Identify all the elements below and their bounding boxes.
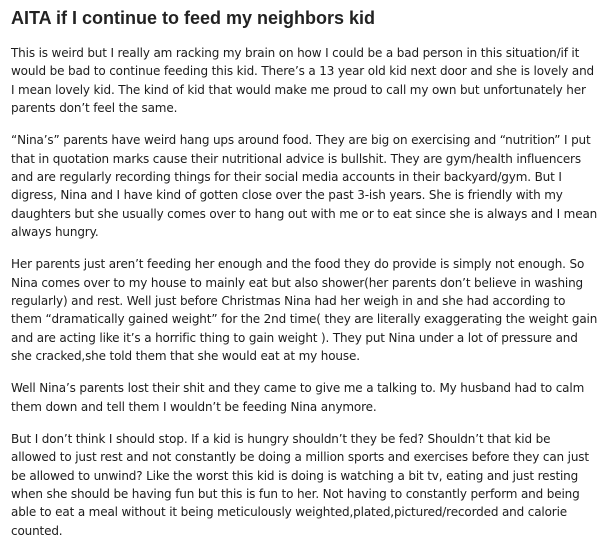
post-paragraph-3: Her parents just aren’t feeding her enough and the food they do provide is simply not enough. So Nina comes over to my house to mainly eat but also shower(her parents don’t believe in washing regularly) and rest. Well just before Christmas Nina had her weigh in and she had according to them “dramatically gained weight” for the 2nd time( they are literally exaggerating the weight gain and are acting like it’s a horrific thing to gain weight ). They put Nina under a lot of pressure and she cracked,she told them that she would eat at my house. (11, 257, 598, 364)
post-paragraph-4: Well Nina’s parents lost their shit and they came to give me a talking to. My husband had to calm them down and tell them I wouldn’t be feeding Nina anymore. (11, 381, 585, 414)
post-title[interactable]: AITA if I continue to feed my neighbors kid (11, 8, 376, 28)
post (11, 0, 599, 540)
post-paragraph-1: This is weird but I really am racking my brain on how I could be a bad person in this situation/if it would be bad to continue feeding this kid. There’s a 13 year old kid next door and she is lovely and I mean lovely kid. The kind of kid that would make me proud to call my own but unfortunately her parents don’t feel the same. (11, 46, 595, 116)
post-paragraph-5: But I don’t think I should stop. If a kid is hungry shouldn’t they be fed? Shouldn’t that kid be allowed to just rest and not constantly be doing a million sports and exercises before they can just be allowed to unwind? Like the worst this kid is doing is watching a bit tv, eating and just resting when she should be having fun but this is fun to her. Not having to constantly perform and being able to eat a meal without it being meticulously weighted,plated,pictured/recorded and calorie counted. (11, 431, 589, 538)
post-paragraph-2: “Nina’s” parents have weird hang ups around food. They are big on exercising and “nutrition” I put that in quotation marks cause their nutritional advice is bullshit. They are gym/health influencers and are regularly recording things for their social media accounts in their backyard/gym. But I digress, Nina and I have kind of gotten close over the past 3-ish years. She is friendly with my daughters but she usually comes over to hang out with me or to eat since she is always and I mean always hungry. (11, 133, 598, 240)
post-body (11, 44, 599, 540)
